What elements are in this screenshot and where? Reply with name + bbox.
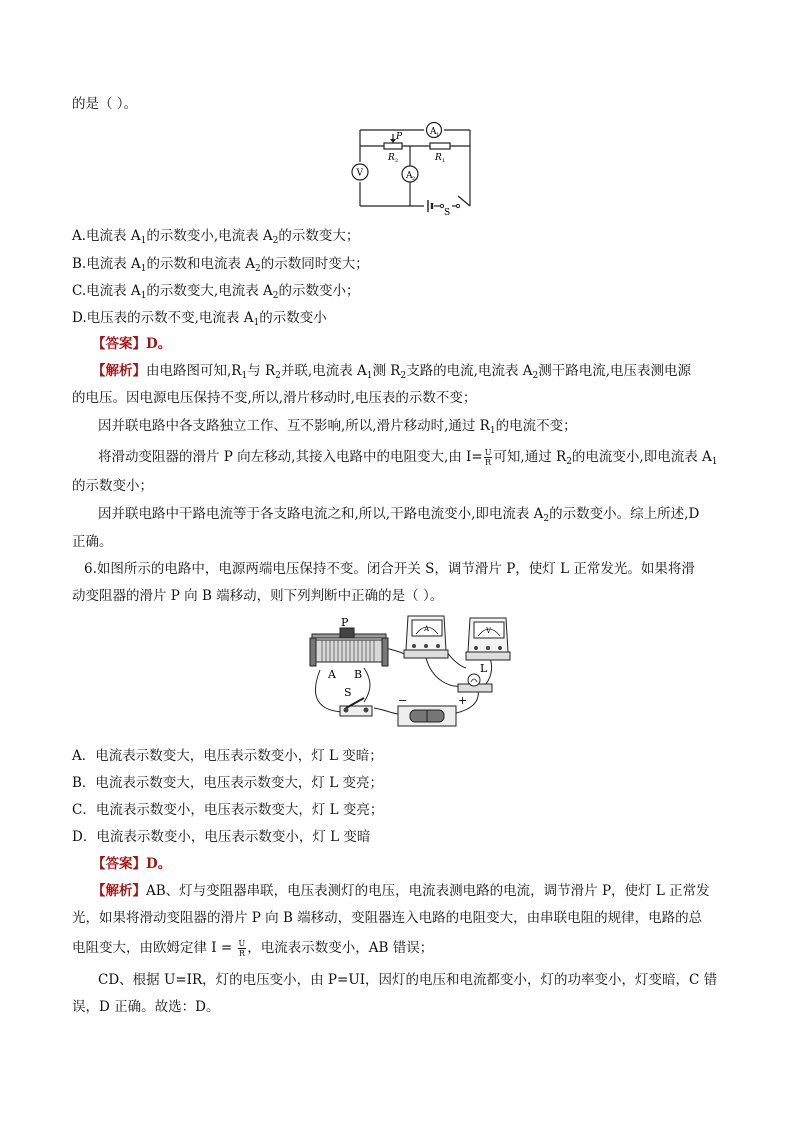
q5-analysis-line-4: 将滑动变阻器的滑片 P 向左移动,其接入电路中的电阻变大,由 I= $\frac{U}{R}$ 可知,通过 $R_2$的电流变小,即电流表 $A_1$ — [98, 448, 718, 467]
q5-option-c: C.电流表 $A_1$的示数变大,电流表 $A_2$的示数变小； — [72, 283, 360, 301]
switch — [340, 698, 372, 716]
q5-analysis-line-2: 的电压。因电源电压保持不变,所以,滑片移动时,电压表的示数不变； — [72, 390, 477, 406]
fraction-u-over-r: $\frac{U}{R}$ — [238, 939, 246, 958]
answer-label: 【答案】 — [92, 336, 146, 352]
svg-text:R: R — [388, 153, 395, 163]
q6-analysis-line-2: 光，如果将滑动变阻器的滑片 P 向 B 端移动，变阻器连入电路的电阻变大，由串联电阻的规律，电路的总 — [72, 910, 703, 926]
q6-stem-line-2: 动变阻器的滑片 P 向 B 端移动，则下列判断中正确的是（ ）。 — [72, 588, 444, 604]
svg-text:S: S — [344, 686, 352, 699]
fraction-u-over-r: $\frac{U}{R}$ — [484, 448, 492, 467]
svg-text:−: − — [398, 694, 408, 707]
q5-analysis-line-1: 【解析】由电路图可知$,R_1$与 $R_2$并联,电流表 $A_1$测 $R_2$支路的电流,电流表 $A_2$测干路电流,电压表测电源 — [92, 363, 692, 381]
answer-value: D。 — [146, 856, 172, 872]
q5-analysis-line-3: 因并联电路中各支路独立工作、互不影响,所以,滑片移动时,通过 $R_1$的电流不变； — [98, 418, 577, 436]
q6-option-c: C．电流表示数变小，电压表示数变大，灯 L 变亮； — [72, 802, 384, 818]
q6-analysis-line-4: CD、根据 U=IR，灯的电压变小，由 P=UI，因灯的电压和电流都变小，灯的功率变小，灯变暗，C 错 — [98, 972, 718, 988]
q5-analysis-line-5: 的示数变小； — [72, 478, 153, 494]
svg-text:P: P — [396, 132, 403, 142]
svg-text:2: 2 — [395, 158, 399, 164]
answer-label: 【答案】 — [92, 856, 146, 872]
svg-text:S: S — [444, 208, 451, 216]
analysis-label: 【解析】 — [92, 883, 146, 899]
q5-analysis-line-6: 因并联电路中干路电流等于各支路电流之和,所以,干路电流变小,即电流表 $A_2$的示数变小。综上所述,D — [98, 506, 700, 524]
q5-circuit-diagram — [350, 120, 480, 216]
analysis-label: 【解析】 — [92, 363, 146, 379]
svg-text:P: P — [341, 616, 349, 629]
r1-resistor — [430, 143, 450, 149]
svg-text:R: R — [435, 153, 442, 163]
q5-option-a: A.电流表 $A_1$的示数变小,电流表 $A_2$的示数变大； — [72, 228, 360, 246]
q5-answer — [92, 334, 171, 354]
answer-value: D。 — [146, 336, 172, 352]
q6-option-b: B．电流表示数变大，电压表示数变大，灯 L 变亮； — [72, 775, 383, 791]
q6-answer — [92, 854, 171, 874]
q5-option-b: B.电流表 $A_1$的示数和电流表 $A_2$的示数同时变大； — [72, 256, 369, 274]
q6-stem-line-1: 6.如图所示的电路中，电源两端电压保持不变。闭合开关 S，调节滑片 P，使灯 L 正常发光。如果将滑 — [84, 561, 695, 577]
q5-analysis-line-7: 正确。 — [72, 534, 113, 550]
svg-text:A: A — [406, 171, 413, 181]
svg-text:V: V — [486, 627, 492, 635]
rheostat — [310, 628, 388, 666]
svg-text:A: A — [424, 625, 430, 633]
q6-circuit-photo — [302, 610, 522, 734]
svg-text:1: 1 — [442, 158, 446, 164]
svg-text:+: + — [458, 694, 468, 707]
svg-text:A: A — [430, 127, 437, 137]
q6-analysis-line-3: 电阻变大，由欧姆定律 I = $\frac{U}{R}$ ，电流表示数变小，AB 错误； — [72, 939, 434, 958]
q6-option-a: A．电流表示数变大，电压表示数变小，灯 L 变暗； — [72, 748, 383, 764]
svg-text:A: A — [328, 668, 336, 681]
battery-box — [398, 706, 456, 726]
svg-text:V: V — [356, 168, 363, 179]
q6-analysis-line-1: 【解析】AB、灯与变阻器串联，电压表测灯的电压，电流表测电路的电流，调节滑片 P，使灯 L 正常发 — [92, 883, 710, 899]
svg-text:B: B — [354, 668, 363, 681]
q6-option-d: D．电流表示数变小，电压表示数变小，灯 L 变暗 — [72, 829, 371, 845]
intro-text: 的是（ ）。 — [72, 96, 138, 112]
ammeter — [404, 616, 448, 658]
svg-text:1: 1 — [436, 132, 440, 138]
svg-text:L: L — [480, 662, 488, 675]
q5-option-d: D.电压表的示数不变,电流表 $A_1$的示数变小 — [72, 310, 327, 328]
svg-text:2: 2 — [412, 176, 416, 182]
q6-analysis-line-5: 误，D 正确。故选：D。 — [72, 999, 220, 1015]
voltmeter — [466, 618, 510, 660]
r2-resistor — [384, 143, 402, 149]
